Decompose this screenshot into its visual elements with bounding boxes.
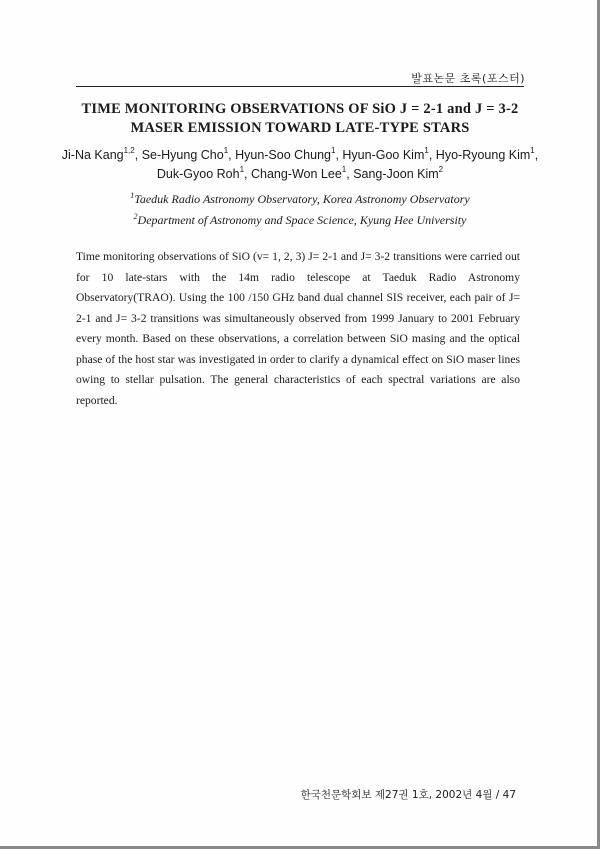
author-name: Sang-Joon Kim [353,167,439,181]
affiliation-text: Department of Astronomy and Space Science, Kyung Hee University [137,213,467,227]
title-line-2: MASER EMISSION TOWARD LATE-TYPE STARS [130,120,470,136]
author-affiliation-mark: 1 [341,165,347,174]
author-name: Hyun-Goo Kim [342,148,425,162]
affiliation-1 [76,189,524,210]
header-rule [76,86,524,87]
affiliation-number: 2 [133,212,138,221]
affiliation-number: 1 [130,191,135,200]
author-affiliation-mark: 1 [223,146,229,155]
author-line-2: Duk-Gyoo Roh$^1$, Chang-Won Lee$^1$, Sang-Joon Kim$^2$ [156,165,444,181]
author-affiliation-mark: 1 [239,165,245,174]
affiliation-list [76,189,524,231]
author-line-1: Ji-Na Kang$^{1,2}$, Se-Hyung Cho$^1$, Hyun-Soo Chung$^1$, Hyun-Goo Kim$^1$, Hyo-Ryoung Kim$^1$, [61,146,539,162]
author-list [60,146,540,184]
author-affiliation-mark: 1,2 [123,146,135,155]
paper-title [76,100,524,138]
abstract-body: Time monitoring observations of SiO (v= 1, 2, 3) J= 2-1 and J= 3-2 transitions were carried out for 10 late-stars with the 14m radio telescope at Taeduk Radio Astronomy Observatory(TRAO). Using the 100 /150 GHz band dual channel SIS receiver, each pair of J= 2-1 and J= 3-2 transitions was simultaneously observed from 1999 January to 2001 February every month. Based on these observations, a correlation between SiO masing and the optical phase of the host star was investigated in order to clarify a dynamical effect on SiO maser lines owing to stellar pulsation. The general characteristics of each spectral variations are also reported. [76,250,520,407]
author-name: Ji-Na Kang [61,148,124,162]
author-affiliation-mark: 1 [424,146,429,155]
footer-citation: 한국천문학회보 제27권 1호, 2002년 4월 / 47 [300,789,516,801]
author-name: Hyun-Soo Chung [235,148,331,162]
affiliation-2 [76,210,524,231]
title-line-1: TIME MONITORING OBSERVATIONS OF SiO J = 2-1 and J = 3-2 [81,101,519,117]
author-name: Se-Hyung Cho [141,148,224,162]
author-affiliation-mark: 1 [530,146,535,155]
author-affiliation-mark: 2 [438,165,444,174]
running-header: 발표논문 초록(포스터) [411,72,525,85]
affiliation-text: Taeduk Radio Astronomy Observatory, Korea Astronomy Observatory [134,192,470,206]
author-name: Chang-Won Lee [250,167,342,181]
author-name: Duk-Gyoo Roh [156,167,240,181]
author-affiliation-mark: 1 [331,146,336,155]
author-name: Hyo-Ryoung Kim [435,148,531,162]
